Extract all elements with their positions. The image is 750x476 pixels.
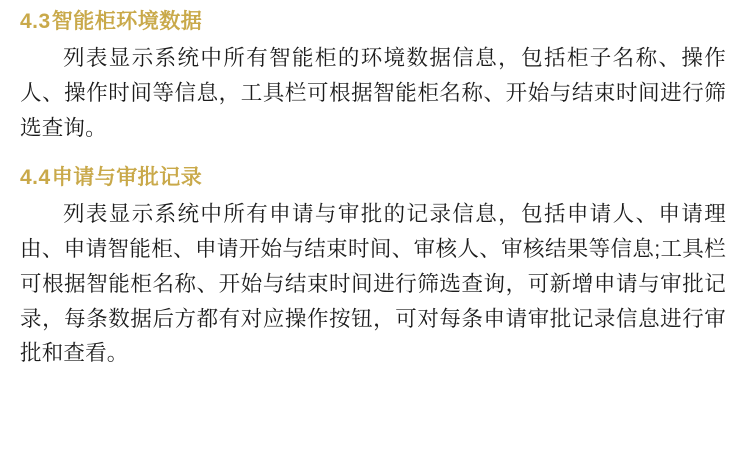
section-4-4-number: 4.4 <box>20 165 51 189</box>
section-4-4-title: 申请与审批记录 <box>51 165 203 189</box>
section-4-3-title: 智能柜环境数据 <box>51 10 203 33</box>
section-4-3-body: 列表显示系统中所有智能柜的环境数据信息，包括柜子名称、操作人、操作时间等信息，工具栏可根据智能柜名称、开始与结束时间进行筛选查询。 <box>20 46 726 140</box>
section-4-3 <box>20 8 726 146</box>
section-4-4-body: 列表显示系统中所有申请与审批的记录信息，包括申请人、申请理由、申请智能柜、申请开始与结束时间、审核人、审核结果等信息;工具栏可根据智能柜名称、开始与结束时间进行筛选查询，可新增申请与审批记录，每条数据后方都有对应操作按钮，可对每条申请审批记录信息进行审批和查看。 <box>20 202 726 366</box>
section-4-3-heading <box>20 8 726 35</box>
section-divider-space <box>20 146 726 164</box>
section-4-4-heading <box>20 164 726 191</box>
section-4-4 <box>20 164 726 371</box>
section-4-3-number: 4.3 <box>20 10 51 33</box>
